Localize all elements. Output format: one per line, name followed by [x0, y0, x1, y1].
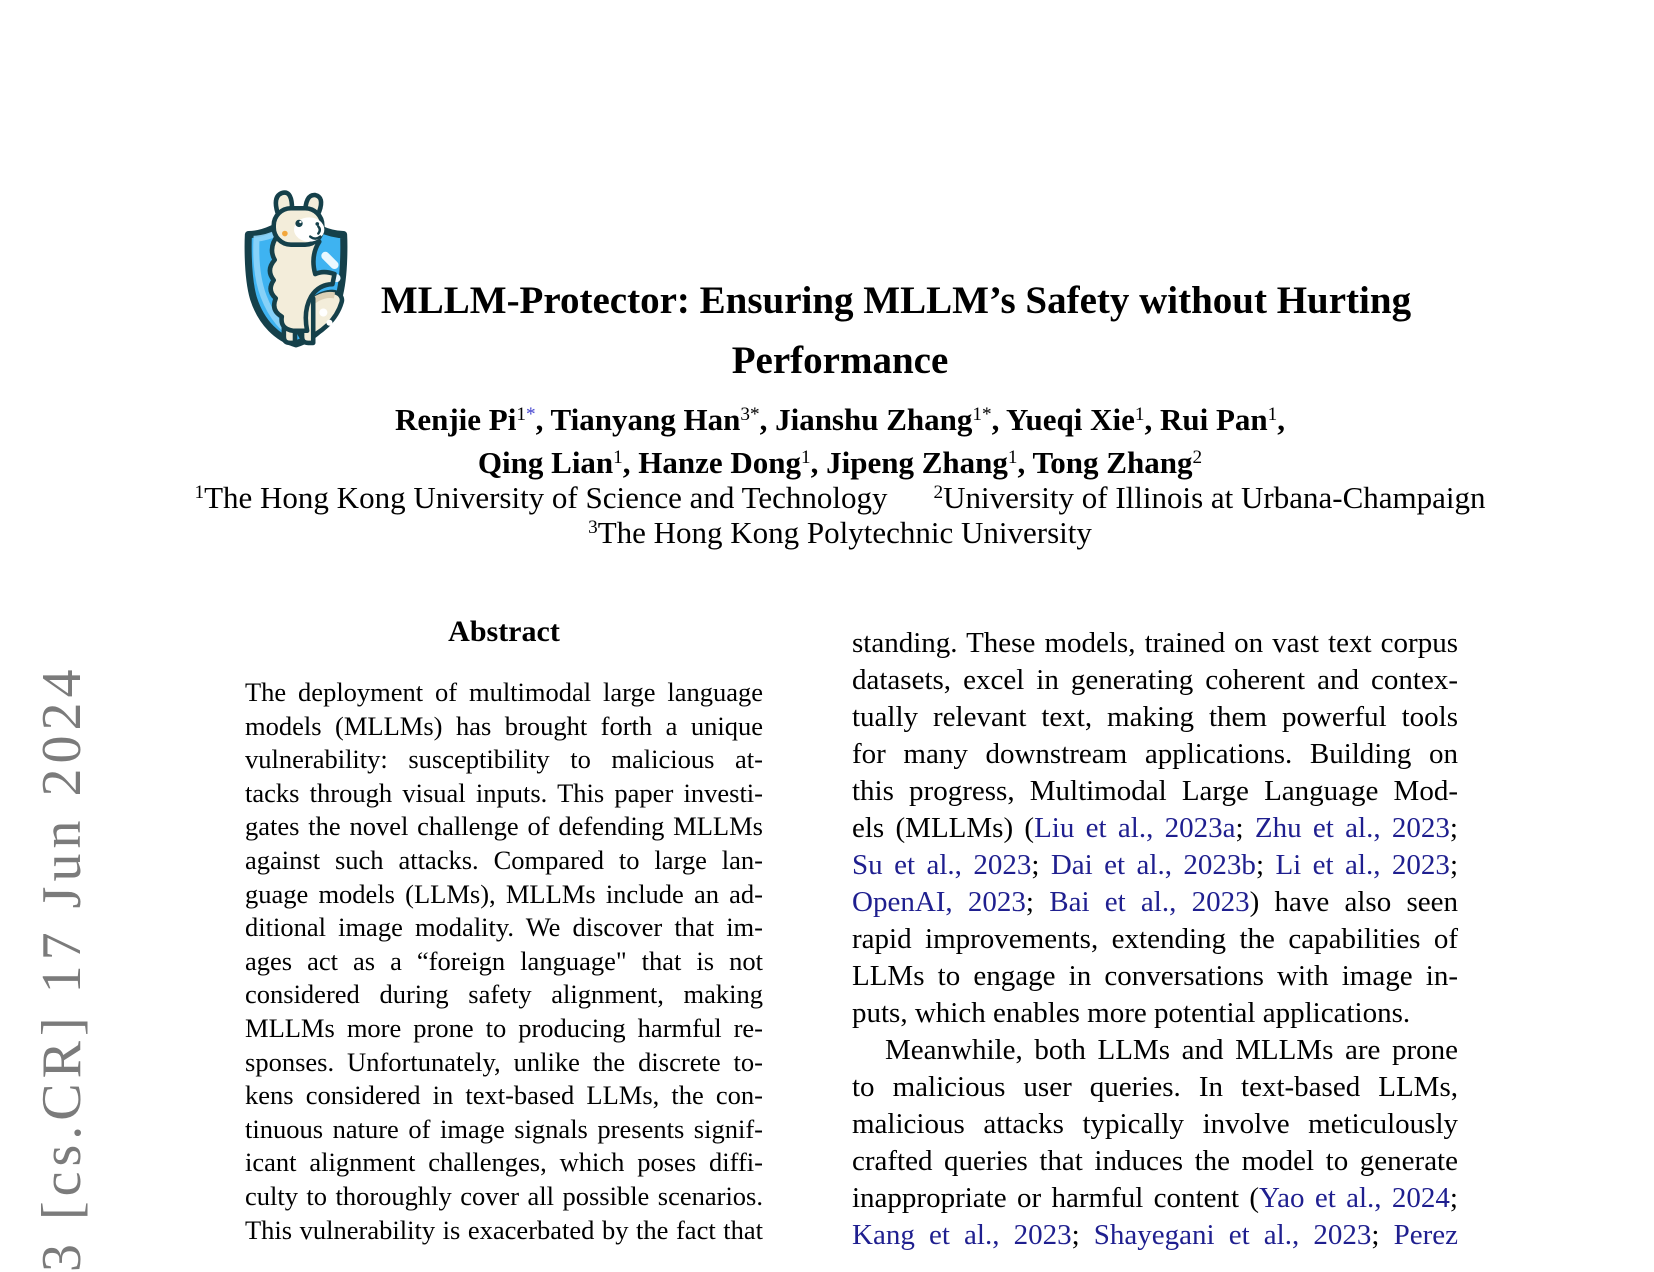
text-line [852, 773, 1458, 810]
text-span: this progress, Multimodal Large Language Mod- [852, 775, 1458, 807]
affiliation: $^1$The Hong Kong University of Science and Technology [194, 480, 888, 515]
abstract-line: guage models (LLMs), MLLMs include an ad- [245, 878, 763, 909]
author-star: * [749, 404, 760, 426]
abstract-line: gates the novel challenge of defending MLLMs [245, 811, 763, 842]
text-line [852, 810, 1458, 847]
text-span: crafted queries that induces the model to generate [852, 1145, 1458, 1177]
abstract-line: MLLMs more prone to producing harmful re- [245, 1012, 763, 1043]
abstract-line: ages act as a “foreign language" that is not [245, 945, 763, 976]
author: Rui Pan$^1$, [1159, 402, 1286, 437]
text-span: ; [1255, 849, 1276, 881]
text-line [852, 1069, 1458, 1106]
citation-link[interactable]: Kang et al., 2023 [852, 1219, 1072, 1251]
text-line [852, 736, 1458, 773]
affiliation: $^3$The Hong Kong Polytechnic University [588, 515, 1092, 550]
abstract-line: This vulnerability is exacerbated by the fact that [245, 1214, 763, 1245]
author-line-2 [0, 445, 1654, 481]
abstract-line: ditional image modality. We discover that im- [245, 912, 763, 943]
text-line [852, 699, 1458, 736]
text-span: Meanwhile, both LLMs and MLLMs are prone [885, 1034, 1458, 1066]
text-span: inappropriate or harmful content ( [852, 1182, 1260, 1214]
text-span: standing. These models, trained on vast text corpus [852, 627, 1458, 659]
citation-link[interactable]: Dai et al., 2023b [1050, 849, 1256, 881]
abstract-line: sponses. Unfortunately, unlike the discrete to- [245, 1046, 763, 1077]
llama-shield-logo-icon [236, 189, 356, 349]
text-span: ; [1449, 849, 1458, 881]
text-span: ; [1235, 812, 1255, 844]
text-span: ; [1031, 849, 1051, 881]
paper-title-line2: Performance [731, 339, 949, 382]
affiliation: $^2$University of Illinois at Urbana-Champaign [933, 480, 1486, 515]
author: Tong Zhang$^2$ [1032, 445, 1203, 480]
citation-link[interactable]: Liu et al., 2023a [1034, 812, 1236, 844]
right-column-body [852, 625, 1458, 1254]
footnote-link[interactable]: * [525, 404, 536, 426]
author-line-1 [0, 402, 1654, 438]
text-line [852, 884, 1458, 921]
text-line [852, 1143, 1458, 1180]
author: Qing Lian$^1$, [477, 445, 639, 480]
text-line [852, 995, 1458, 1032]
author: Renjie $Pi^{1*}$, [394, 402, 551, 437]
text-span: ; [1449, 1182, 1458, 1214]
arxiv-watermark: 3 [cs.CR] 17 Jun 2024 [31, 664, 93, 1272]
text-line [852, 1180, 1458, 1217]
author-star: * [982, 404, 992, 426]
text-line [852, 1217, 1458, 1254]
text-span: malicious attacks typically involve meticulously [852, 1108, 1458, 1140]
text-line [852, 958, 1458, 995]
text-span: ; [1449, 812, 1458, 844]
text-line [852, 847, 1458, 884]
text-span: ; [1371, 1219, 1394, 1251]
abstract-body [245, 676, 763, 1247]
text-span: rapid improvements, extending the capabilities of [852, 923, 1458, 955]
text-line [852, 1032, 1458, 1069]
abstract-line: culty to thoroughly cover all possible scenarios. [245, 1180, 763, 1211]
citation-link[interactable]: Perez [1393, 1219, 1458, 1251]
affiliation-line-1 [0, 480, 1654, 516]
text-span: puts, which enables more potential applications. [852, 997, 1411, 1029]
text-span: datasets, excel in generating coherent and contex- [852, 664, 1458, 696]
text-span: ; [1071, 1219, 1094, 1251]
citation-link[interactable]: Li et al., 2023 [1275, 849, 1450, 881]
text-span: to malicious user queries. In text-based LLMs, [852, 1071, 1458, 1103]
citation-link[interactable]: Zhu et al., 2023 [1254, 812, 1450, 844]
text-span: els (MLLMs) ( [852, 812, 1035, 844]
abstract-line: tinuous nature of image signals presents signif- [245, 1113, 763, 1144]
abstract-line: icant alignment challenges, which poses diffi- [245, 1147, 763, 1178]
citation-link[interactable]: Shayegani et al., 2023 [1093, 1219, 1372, 1251]
text-span: ) have also seen [1249, 886, 1458, 918]
text-line [852, 921, 1458, 958]
abstract-heading: Abstract [448, 615, 560, 648]
text-span: for many downstream applications. Building on [852, 738, 1458, 770]
citation-link[interactable]: OpenAI, 2023 [852, 886, 1026, 918]
citation-link[interactable]: Yao et al., 2024 [1259, 1182, 1450, 1214]
author: Yueqi Xie$^1$, [1005, 402, 1160, 437]
abstract-line: vulnerability: susceptibility to malicious at- [245, 744, 763, 775]
author: Jianshu Zhang$^{1*}$, [775, 402, 1006, 437]
abstract-line: kens considered in text-based LLMs, the con- [245, 1080, 763, 1111]
abstract-line: considered during safety alignment, making [245, 979, 763, 1010]
author: Hanze Dong$^1$, [638, 445, 827, 480]
abstract-line: against such attacks. Compared to large lan- [245, 844, 763, 875]
author: Jipeng Zhang$^1$, [826, 445, 1033, 480]
text-span: tually relevant text, making them powerful tools [852, 701, 1458, 733]
citation-link[interactable]: Su et al., 2023 [852, 849, 1032, 881]
text-line [852, 1106, 1458, 1143]
citation-link[interactable]: Bai et al., 2023 [1049, 886, 1250, 918]
abstract-line: The deployment of multimodal large language [245, 677, 763, 707]
text-span: LLMs to engage in conversations with image in- [852, 960, 1458, 992]
author: Tianyang Han$^{3*}$, [550, 402, 776, 437]
abstract-line: models (MLLMs) has brought forth a unique [245, 710, 763, 741]
paper-title-line1: MLLM-Protector: Ensuring MLLM’s Safety without Hurting [380, 279, 1412, 322]
text-line [852, 625, 1458, 662]
affiliation-line-2 [0, 515, 1654, 551]
text-span: ; [1025, 886, 1050, 918]
abstract-line: tacks through visual inputs. This paper investi- [245, 777, 763, 808]
text-line [852, 662, 1458, 699]
